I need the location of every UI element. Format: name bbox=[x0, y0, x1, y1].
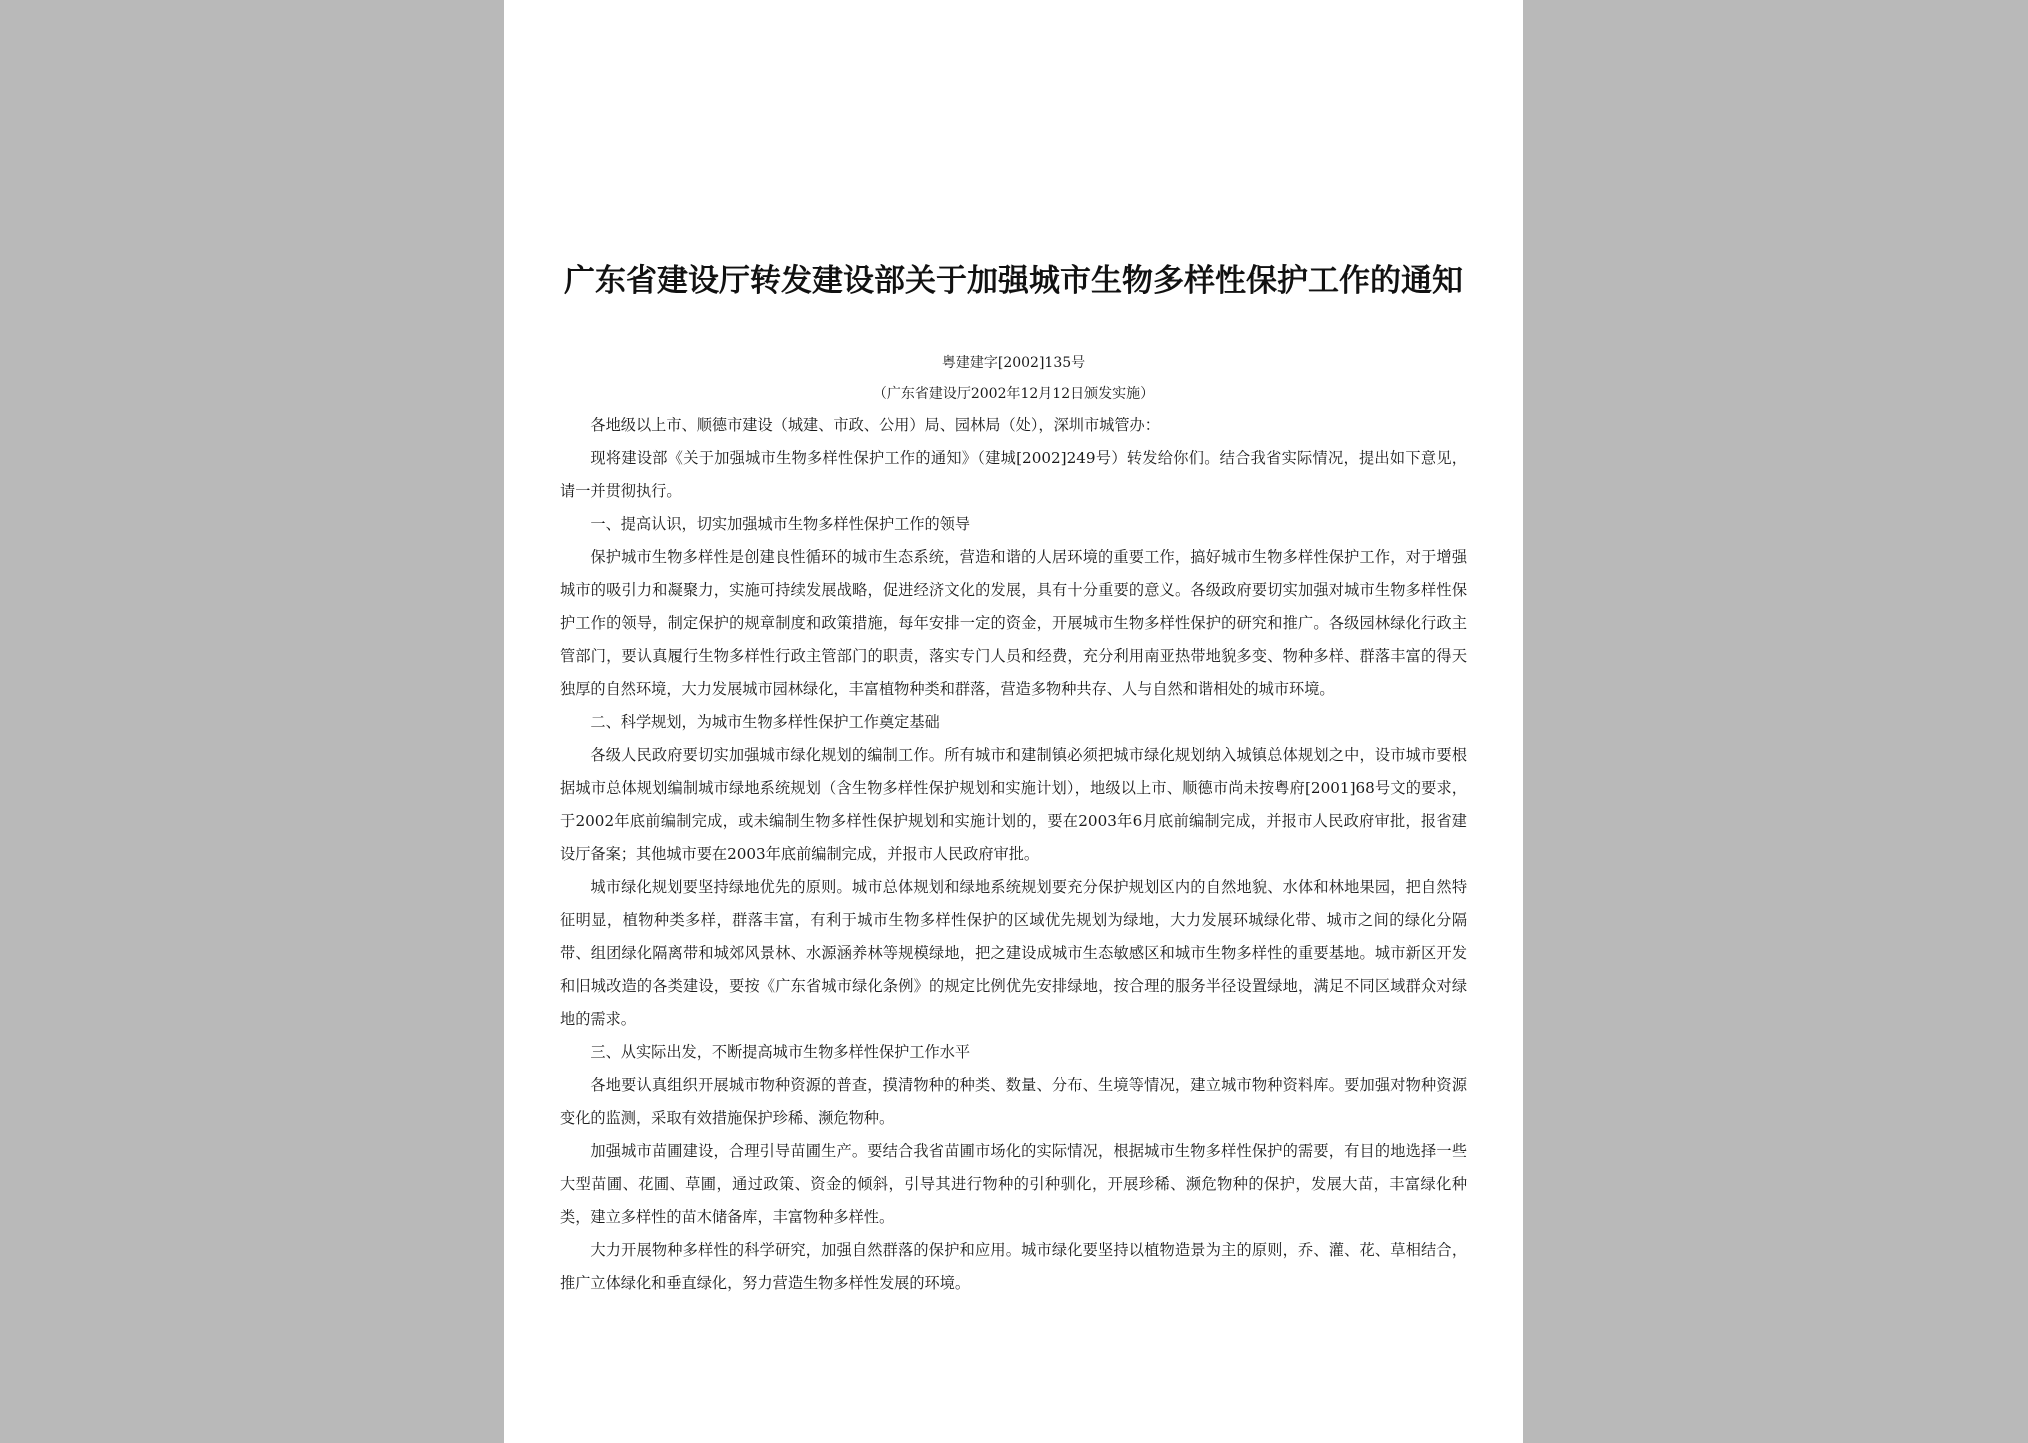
section-heading-1: 一、提高认识，切实加强城市生物多样性保护工作的领导 bbox=[590, 515, 971, 533]
document-number: 粤建建字[2002]135号 bbox=[941, 355, 1086, 371]
issue-note: （广东省建设厅2002年12月12日颁发实施） bbox=[872, 386, 1155, 402]
intro-paragraph: 现将建设部《关于加强城市生物多样性保护工作的通知》（建城[2002]249号）转发给你们。结合我省实际情况，提出如下意见，请一并贯彻执行。 bbox=[560, 449, 1467, 500]
section-2-paragraph: 城市绿化规划要坚持绿地优先的原则。城市总体规划和绿地系统规划要充分保护规划区内的自然地貌、水体和林地果园，把自然特征明显，植物种类多样，群落丰富，有利于城市生物多样性保护的区域优先规划为绿地，大力发展环城绿化带、城市之间的绿化分隔带、组团绿化隔离带和城郊风景林、水源涵养林等规模绿地，把之建设成城市生态敏感区和城市生物多样性的重要基地。城市新区开发和旧城改造的各类建设，要按《广东省城市绿化条例》的规定比例优先安排绿地，按合理的服务半径设置绿地，满足不同区域群众对绿地的需求。 bbox=[560, 878, 1467, 1028]
addressee-line: 各地级以上市、顺德市建设（城建、市政、公用）局、园林局（处），深圳市城管办： bbox=[590, 416, 1160, 434]
section-1-paragraph: 保护城市生物多样性是创建良性循环的城市生态系统，营造和谐的人居环境的重要工作，搞好城市生物多样性保护工作，对于增强城市的吸引力和凝聚力，实施可持续发展战略，促进经济文化的发展，具有十分重要的意义。各级政府要切实加强对城市生物多样性保护工作的领导，制定保护的规章制度和政策措施，每年安排一定的资金，开展城市生物多样性保护的研究和推广。各级园林绿化行政主管部门，要认真履行生物多样性行政主管部门的职责，落实专门人员和经费，充分利用南亚热带地貌多变、物种多样、群落丰富的得天独厚的自然环境，大力发展城市园林绿化，丰富植物种类和群落，营造多物种共存、人与自然和谐相处的城市环境。 bbox=[560, 548, 1467, 698]
document-title: 广东省建设厅转发建设部关于加强城市生物多样性保护工作的通知 bbox=[564, 263, 1463, 299]
section-2-paragraph: 各级人民政府要切实加强城市绿化规划的编制工作。所有城市和建制镇必须把城市绿化规划纳入城镇总体规划之中，设市城市要根据城市总体规划编制城市绿地系统规划（含生物多样性保护规划和实施计划），地级以上市、顺德市尚未按粤府[2001]68号文的要求，于2002年底前编制完成，或未编制生物多样性保护规划和实施计划的，要在2003年6月底前编制完成，并报市人民政府审批，报省建设厅备案；其他城市要在2003年底前编制完成，并报市人民政府审批。 bbox=[560, 746, 1467, 863]
section-heading-3: 三、从实际出发，不断提高城市生物多样性保护工作水平 bbox=[590, 1043, 971, 1061]
document-page bbox=[504, 0, 1523, 1443]
section-heading-2: 二、科学规划，为城市生物多样性保护工作奠定基础 bbox=[590, 713, 940, 731]
section-3-paragraph: 大力开展物种多样性的科学研究，加强自然群落的保护和应用。城市绿化要坚持以植物造景为主的原则，乔、灌、花、草相结合，推广立体绿化和垂直绿化，努力营造生物多样性发展的环境。 bbox=[560, 1241, 1467, 1292]
document-body bbox=[560, 409, 1467, 1300]
section-3-paragraph: 各地要认真组织开展城市物种资源的普查，摸清物种的种类、数量、分布、生境等情况，建立城市物种资料库。要加强对物种资源变化的监测，采取有效措施保护珍稀、濒危物种。 bbox=[560, 1076, 1467, 1127]
section-3-paragraph: 加强城市苗圃建设，合理引导苗圃生产。要结合我省苗圃市场化的实际情况，根据城市生物多样性保护的需要，有目的地选择一些大型苗圃、花圃、草圃，通过政策、资金的倾斜，引导其进行物种的引种驯化，开展珍稀、濒危物种的保护，发展大苗，丰富绿化种类，建立多样性的苗木储备库，丰富物种多样性。 bbox=[560, 1142, 1467, 1226]
